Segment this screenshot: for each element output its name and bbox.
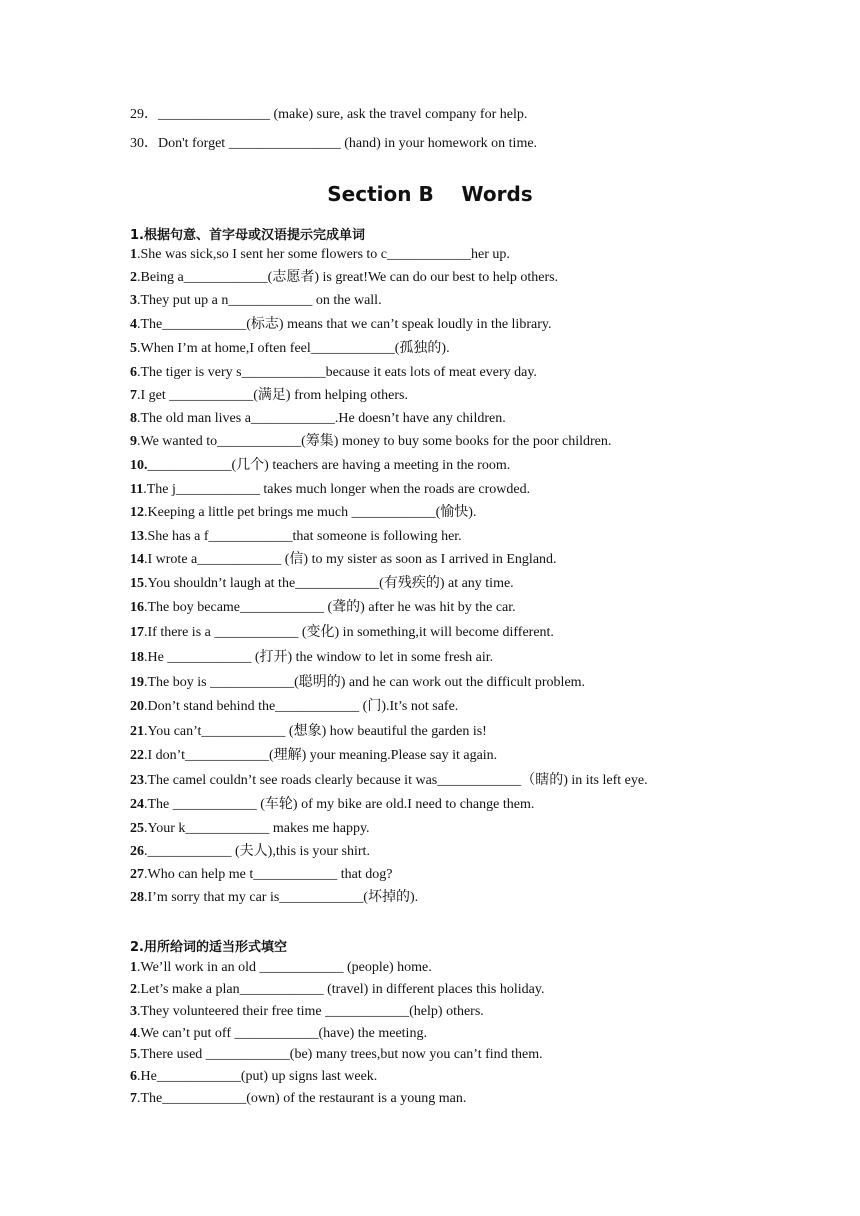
part1-item: 26.____________ (夫人),this is your shirt.	[130, 844, 370, 859]
part1-item: 24.The ____________ (车轮) of my bike are old.I need to change them.	[130, 797, 535, 812]
part2-heading: 2.用所给词的适当形式填空	[130, 940, 287, 955]
part1-item: 16.The boy became____________ (聋的) after he was hit by the car.	[130, 600, 516, 615]
part1-item: 14.I wrote a____________ (信) to my sister as soon as I arrived in England.	[130, 552, 557, 567]
part1-item: 8.The old man lives a____________.He doesn’t have any children.	[130, 411, 506, 426]
part1-item: 21.You can’t____________ (想象) how beautiful the garden is!	[130, 724, 487, 739]
part1-item: 1.She was sick,so I sent her some flowers to c____________her up.	[130, 247, 510, 262]
part1-item: 19.The boy is ____________(聪明的) and he can work out the difficult problem.	[130, 675, 586, 690]
part1-item: 2.Being a____________(志愿者) is great!We can do our best to help others.	[130, 270, 559, 285]
exercise-item-29: 29．________________ (make) sure, ask the travel company for help.	[130, 107, 528, 122]
part2-item: 1.We’ll work in an old ____________ (people) home.	[130, 960, 432, 975]
part1-item: 17.If there is a ____________ (变化) in something,it will become different.	[130, 625, 554, 640]
part1-item: 28.I’m sorry that my car is____________(坏掉的).	[130, 890, 419, 905]
part1-item: 23.The camel couldn’t see roads clearly because it was____________（瞎的) in its left eye.	[130, 773, 648, 788]
part1-item: 9.We wanted to____________(筹集) money to buy some books for the poor children.	[130, 434, 612, 449]
part1-item: 13.She has a f____________that someone is following her.	[130, 529, 462, 544]
part1-item: 11.The j____________ takes much longer when the roads are crowded.	[130, 482, 531, 497]
part1-item: 20.Don’t stand behind the____________ (门).It’s not safe.	[130, 699, 459, 714]
part1-item: 27.Who can help me t____________ that dog?	[130, 867, 393, 882]
part1-item: 12.Keeping a little pet brings me much ____________(愉快).	[130, 505, 477, 520]
part1-item: 5.When I’m at home,I often feel____________(孤独的).	[130, 341, 450, 356]
part1-item: 25.Your k____________ makes me happy.	[130, 821, 370, 836]
part2-item: 6.He____________(put) up signs last week.	[130, 1069, 378, 1084]
part2-item: 3.They volunteered their free time ____________(help) others.	[130, 1004, 484, 1019]
part1-item: 15.You shouldn’t laugh at the____________(有残疾的) at any time.	[130, 576, 514, 591]
part1-item: 10.____________(几个) teachers are having a meeting in the room.	[130, 458, 511, 473]
section-title: Section B Words	[327, 182, 533, 206]
part2-item: 5.There used ____________(be) many trees,but now you can’t find them.	[130, 1047, 543, 1062]
part1-item: 3.They put up a n____________ on the wall.	[130, 293, 382, 308]
part2-item: 2.Let’s make a plan____________ (travel) in different places this holiday.	[130, 982, 545, 997]
part1-item: 7.I get ____________(满足) from helping others.	[130, 388, 409, 403]
part2-item: 7.The____________(own) of the restaurant is a young man.	[130, 1091, 467, 1106]
part1-item: 18.He ____________ (打开) the window to let in some fresh air.	[130, 650, 494, 665]
exercise-item-30: 30．Don't forget ________________ (hand) in your homework on time.	[130, 136, 538, 151]
part1-item: 6.The tiger is very s____________because it eats lots of meat every day.	[130, 365, 537, 380]
part1-item: 4.The____________(标志) means that we can’t speak loudly in the library.	[130, 317, 552, 332]
part1-item: 22.I don’t____________(理解) your meaning.Please say it again.	[130, 748, 498, 763]
part2-item: 4.We can’t put off ____________(have) the meeting.	[130, 1026, 427, 1041]
part1-heading: 1.根据句意、首字母或汉语提示完成单词	[130, 228, 365, 243]
